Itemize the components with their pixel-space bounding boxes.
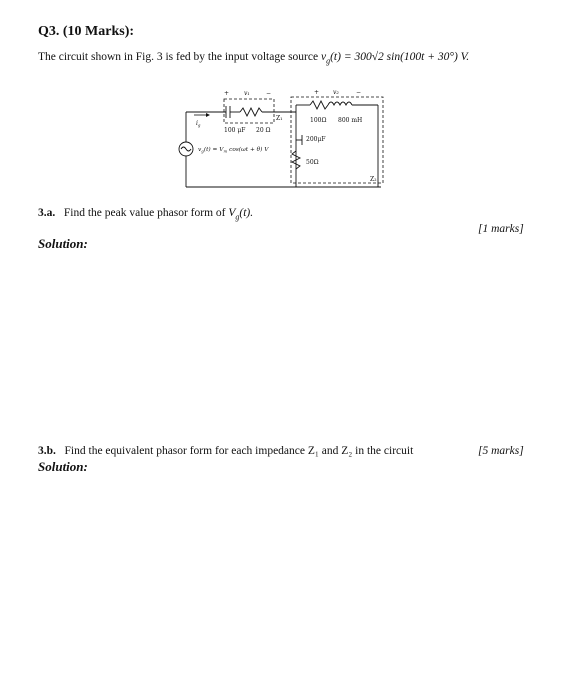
- v2-label: v₂: [333, 89, 339, 96]
- source-label: $v_g(t) = V_m$ cos(ωt + θ) V: [198, 147, 269, 154]
- part-a-var: $V_g(t)$.: [228, 207, 254, 222]
- v1-minus: −: [266, 90, 272, 97]
- intro-text: The circuit shown in Fig. 3 is fed by the input voltage source: [38, 51, 319, 63]
- part-a-text: Find the peak value phasor form of: [63, 207, 229, 219]
- part-b-marks: [5 marks]: [478, 445, 524, 457]
- v2-minus: −: [356, 89, 362, 96]
- z2-boundary: [291, 97, 383, 183]
- part-b-text: Find the equivalent phasor form for each impedance Z₁ and Z₂ in the circuit: [64, 445, 414, 457]
- part-a-solution-heading: Solution:: [38, 236, 88, 251]
- part-b-solution-heading: Solution:: [38, 459, 88, 474]
- question-title: Q3. (10 Marks):: [38, 24, 135, 39]
- v2-plus: +: [314, 89, 320, 96]
- v1-plus: +: [224, 90, 230, 97]
- z1-label: Z₁: [276, 115, 283, 122]
- part-a-marks: [1 marks]: [478, 223, 524, 235]
- z2-label: Z₂: [370, 176, 377, 183]
- circuit-figure: [178, 85, 388, 195]
- c2-label: 200μF: [306, 136, 326, 143]
- l2-label: 800 mH: [338, 117, 363, 124]
- part-b-label: 3.b.: [38, 445, 56, 457]
- r1-label: 20 Ω: [256, 127, 271, 134]
- part-b-question: [38, 445, 413, 457]
- question-intro: [38, 51, 469, 65]
- c1-label: 100 μF: [224, 127, 246, 134]
- part-a-question: [38, 207, 253, 221]
- source-expression: $v_g(t) = 300√2$ sin(100t + 30°) V.: [320, 51, 470, 66]
- v1-label: v₁: [244, 90, 250, 97]
- r3-label: 50Ω: [306, 159, 319, 166]
- part-a-label: 3.a.: [38, 207, 56, 219]
- circuit-diagram: [178, 85, 388, 195]
- r2-label: 100Ω: [310, 117, 327, 124]
- ig-label: $i_g$: [196, 120, 201, 128]
